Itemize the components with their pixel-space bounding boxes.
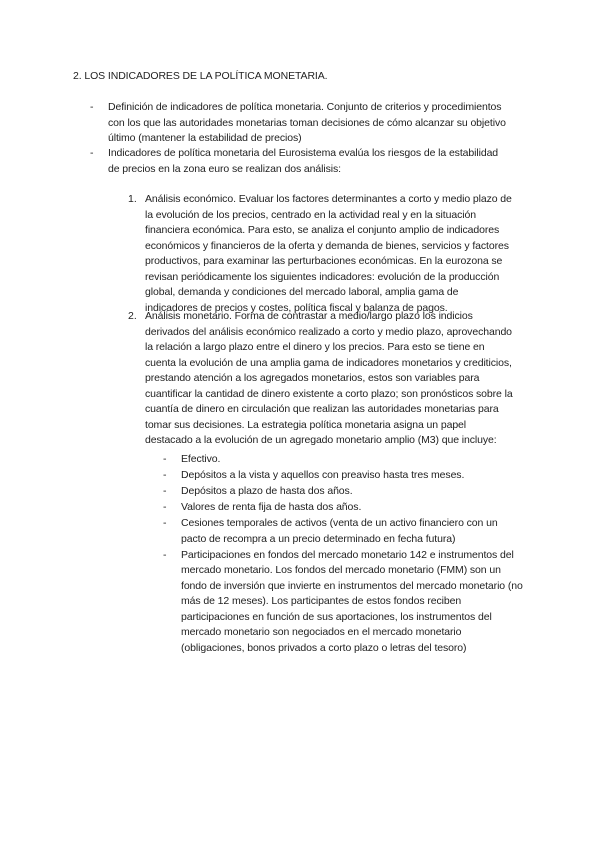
dash-marker: - <box>163 453 167 465</box>
list-item-text: Depósitos a plazo de hasta dos años. <box>181 485 353 497</box>
list-item <box>163 484 523 500</box>
numbered-marker: 2. <box>128 310 137 322</box>
numbered-marker: 1. <box>128 193 137 205</box>
list-item-text: Cesiones temporales de activos (venta de un activo financiero con un pacto de recompra a un precio determinado en fecha futura) <box>181 517 498 545</box>
list-item <box>163 468 523 484</box>
economic-analysis-paragraph: Análisis económico. Evaluar los factores determinantes a corto y medio plazo de la evolución de los precios, centrado en la actividad real y en la situación financiera económica. Para esto, se analiza el conjunto amplio de indicadores económicos y financieros de la oferta y demanda de bienes, servicios y factores productivos, para examinar las perturbaciones económicas. En la eurozona se revisan periódicamente los siguientes indicadores: evolución de la producción global, demanda y condiciones del mercado laboral, amplia gama de indicadores de precios y costes, política fiscal y balanza de pagos. <box>145 193 512 314</box>
list-item-text: Valores de renta fija de hasta dos años. <box>181 501 362 513</box>
bullet-marker: - <box>90 101 94 113</box>
bullet-eurosystem: Indicadores de política monetaria del Eurosistema evalúa los riesgos de la estabilidad de precios en la zona euro se realizan dos análisis: <box>108 147 499 175</box>
list-item-text: Depósitos a la vista y aquellos con preaviso hasta tres meses. <box>181 469 465 481</box>
monetary-analysis-paragraph: Análisis monetario. Forma de contrastar a medio/largo plazo los indicios derivados del análisis económico realizado a corto y medio plazo, aprovechando la relación a largo plazo entre el dinero y los precios. Para esto se tiene en cuenta la evolución de una amplia gama de indicadores monetarios y crediticios, prestando atención a los agregados monetarios, estos son variables para cuantificar la cantidad de dinero existente a corto plazo; son pronósticos sobre la cuantía de dinero en circulación que realizan las autoridades monetarias para tomar sus decisiones. La estrategia política monetaria asigna un papel destacado a la evolución de un agregado monetario amplio (M3) que incluye: <box>145 310 513 446</box>
list-item <box>163 452 523 468</box>
bullet-marker: - <box>90 147 94 159</box>
list-item <box>163 516 523 547</box>
section-heading: 2. LOS INDICADORES DE LA POLÍTICA MONETARIA. <box>73 70 328 82</box>
dash-marker: - <box>163 548 167 561</box>
list-item-text: Efectivo. <box>181 453 221 465</box>
m3-components-list <box>163 452 523 657</box>
dash-marker: - <box>163 517 167 529</box>
list-item <box>163 548 523 657</box>
dash-marker: - <box>163 485 167 497</box>
list-item-text: Participaciones en fondos del mercado monetario 142 e instrumentos del mercado monetario. Los fondos del mercado monetario (FMM) son un fondo de inversión que invierte en instrumentos del mercado monetario (no más de 12 meses). Los participantes de estos fondos reciben participaciones en función de sus aportaciones, los instrumentos del mercado monetario son negociados en el mercado monetario (obligaciones, bonos privados a corto plazo o letras del tesoro) <box>181 548 523 654</box>
list-item <box>163 500 523 516</box>
dash-marker: - <box>163 501 167 513</box>
bullet-definition: Definición de indicadores de política monetaria. Conjunto de criterios y procedimientos con los que las autoridades monetarias toman decisiones de cómo alcanzar su objetivo último (mantener la estabilidad de precios) <box>108 101 506 144</box>
dash-marker: - <box>163 469 167 481</box>
